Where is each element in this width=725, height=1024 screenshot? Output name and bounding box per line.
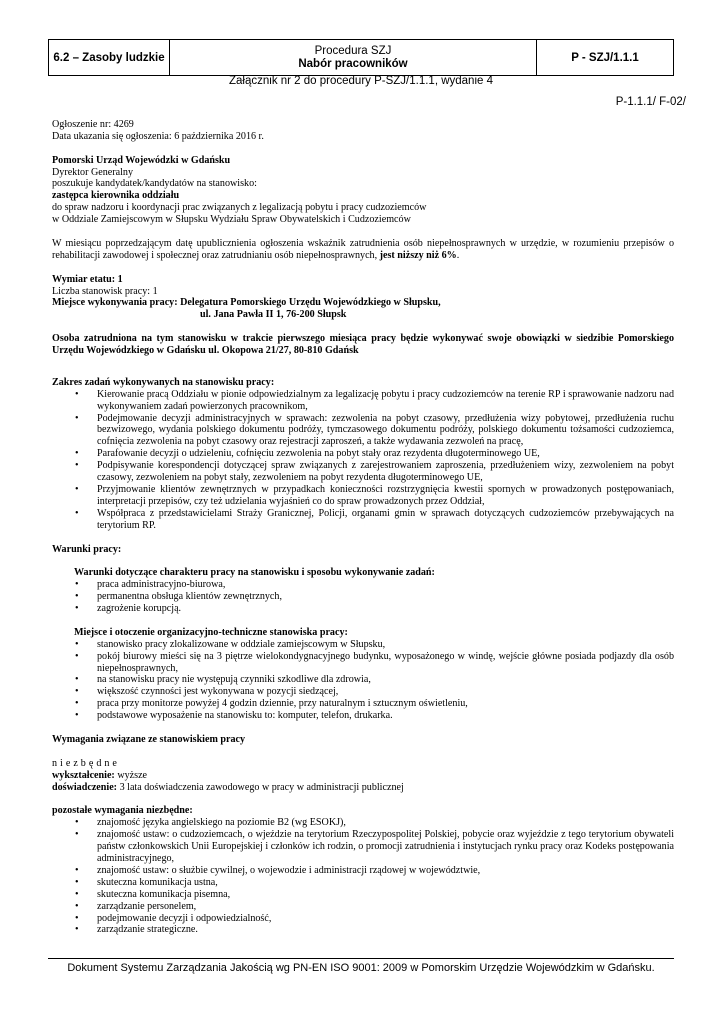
position-desc-1: do spraw nadzoru i koordynacji prac związanych z legalizacją pobytu i pracy cudzoziemców [52, 202, 427, 214]
necessary-label: niezbędne [52, 757, 120, 769]
first-month-note: Osoba zatrudniona na tym stanowisku w trakcie pierwszego miesiąca pracy będzie wykonywać swoje obowiązki w siedzibie Pomorskiego Urzędu Wojewódzkiego w Gdańsku ul. Okopowa 21/27, 80-810 Gdańsk [52, 333, 674, 357]
list-item: • większość czynności jest wykonywana w pozycji siedzącej, [52, 686, 674, 698]
work-nature-heading: Warunki dotyczące charakteru pracy na stanowisku i sposobu wykonywanie zadań: [74, 567, 435, 579]
section-label: 6.2 – Zasoby ludzkie [49, 40, 170, 75]
workplace-line-1: Miejsce wykonywania pracy: Delegatura Pomorskiego Urzędu Wojewódzkiego w Słupsku, [52, 297, 441, 309]
procedure-label: Procedura SZJ [314, 44, 392, 57]
list-item: • zarządzanie personelem, [52, 901, 674, 913]
tasks-heading: Zakres zadań wykonywanych na stanowisku pracy: [52, 376, 275, 388]
education-label: wykształcenie: [52, 769, 115, 781]
announcement-date: Data ukazania się ogłoszenia: 6 października 2016 r. [52, 130, 264, 142]
attachment-label: Załącznik nr 2 do procedury P-SZJ/1.1.1, wydanie 4 [229, 75, 493, 87]
experience-value: 3 lata doświadczenia zawodowego w pracy w administracji publicznej [117, 781, 404, 793]
list-item: • Podpisywanie korespondencji dotyczącej spraw związanych z zarejestrowaniem zaproszenia, przedłużeniem wizy, zezwoleniem na pobyt czasowy, zezwoleniem na pobyt stały, zezwoleniem na pobyt rezydenta długoterminowego UE, [52, 460, 674, 484]
requirements-heading: Wymagania związane ze stanowiskiem pracy [52, 733, 246, 745]
education-value: wyższe [114, 769, 148, 781]
list-item: • praca administracyjno-biurowa, [52, 579, 674, 591]
procedure-code: P - SZJ/1.1.1 [571, 51, 639, 64]
list-item: • permanentna obsługa klientów zewnętrznych, [52, 591, 674, 603]
announcement-number: Ogłoszenie nr: 4269 [52, 118, 134, 130]
list-item: • skuteczna komunikacja ustna, [52, 877, 674, 889]
list-item: • znajomość języka angielskiego na poziomie B2 (wg ESOKJ), [52, 817, 674, 829]
list-item: • zagrożenie korupcją. [52, 603, 674, 615]
employer-director: Dyrektor Generalny [52, 166, 133, 178]
list-item: • na stanowisku pracy nie występują czynniki szkodliwe dla zdrowia, [52, 674, 674, 686]
procedure-title: Nabór pracowników [298, 57, 408, 70]
list-item: • Przyjmowanie klientów zewnętrznych w przypadkach konieczności rozstrzygnięcia kwestii spornych w prowadzonych postępowaniach, interpretacji przepisów, czy też udzielania wyjaśnień co do spraw prowadzonych przez Oddział, [52, 484, 674, 508]
procedure-title-cell [170, 40, 537, 75]
form-number: P-1.1.1/ F-02/ [615, 96, 686, 108]
list-item: • znajomość ustaw: o służbie cywilnej, o wojewodzie i administracji rządowej w województwie, [52, 865, 674, 877]
work-place-list [52, 639, 674, 722]
employer-seeking: poszukuje kandydatek/kandydatów na stanowisko: [52, 178, 257, 190]
list-item: • stanowisko pracy zlokalizowane w oddziale zamiejscowym w Słupsku, [52, 639, 674, 651]
other-requirements-heading: pozostałe wymagania niezbędne: [52, 805, 193, 817]
list-item: • Współpraca z przedstawicielami Straży Granicznej, Policji, organami gmin w sprawach dotyczących cudzoziemców przebywających na terytorium RP. [52, 508, 674, 532]
workplace-line-2: ul. Jana Pawła II 1, 76-200 Słupsk [200, 309, 347, 321]
list-item: • znajomość ustaw: o cudzoziemcach, o wjeździe na terytorium Rzeczypospolitej Polskiej, pobycie oraz wyjeździe z tego terytorium obywateli państw członkowskich Unii Europejskiej i członków ich rodzin, o promocji zatrudnienia i instytucjach rynku pracy oraz Kodeks postępowania administracyjnego, [52, 829, 674, 865]
disability-note-end: . [456, 249, 460, 261]
disability-note-bold: jest niższy niż 6% [379, 249, 457, 261]
list-item: • pokój biurowy mieści się na 3 piętrze wielokondygnacyjnego budynku, wyposażonego w windę, wejście główne posiada podjazdy dla osób niepełnosprawnych, [52, 651, 674, 675]
work-nature-list [52, 579, 674, 615]
list-item: • zarządzanie strategiczne. [52, 924, 674, 936]
list-item: • podejmowanie decyzji i odpowiedzialność, [52, 913, 674, 925]
list-item: • praca przy monitorze powyżej 4 godzin dziennie, przy naturalnym i sztucznym oświetleniu, [52, 698, 674, 710]
document-footer: Dokument Systemu Zarządzania Jakością wg PN-EN ISO 9001: 2009 w Pomorskim Urzędzie Wojewódzkim w Gdańsku. [67, 962, 655, 974]
experience-row [52, 782, 674, 794]
list-item: • podstawowe wyposażenie na stanowisku to: komputer, telefon, drukarka. [52, 710, 674, 722]
disability-note-text: W miesiącu poprzedzającym datę upublicznienia ogłoszenia wskaźnik zatrudnienia osób niepełnosprawnych w urzędzie, w rozumieniu przepisów o rehabilitacji zawodowej i społecznej oraz zatrudnianiu osób niepełnosprawnych, [52, 237, 674, 261]
list-item: • Parafowanie decyzji o udzieleniu, cofnięciu zezwolenia na pobyt stały oraz rezydenta długoterminowego UE, [52, 448, 674, 460]
disability-note [52, 238, 674, 262]
conditions-heading: Warunki pracy: [52, 543, 122, 555]
other-requirements-list [52, 817, 674, 936]
tasks-list [52, 389, 674, 532]
experience-label: doświadczenie: [52, 781, 118, 793]
work-place-heading: Miejsce i otoczenie organizacyjno-techniczne stanowiska pracy: [74, 626, 348, 638]
list-item: • Podejmowanie decyzji administracyjnych w sprawach: zezwolenia na pobyt czasowy, przedłużenia wizy pobytowej, przedłużenia ruchu bezwizowego, wydania polskiego dokumentu podróży, tymczasowego dokumentu podróży, polskiego dokumentu tożsamości cudzoziemca, cofnięcia zezwolenia na pobyt czasowy oraz rejestracji zaproszeń, a także wydawania zezwoleń na pracę, [52, 413, 674, 449]
footer-divider [48, 958, 674, 959]
position-count: Liczba stanowisk pracy: 1 [52, 285, 158, 297]
list-item: • Kierowanie pracą Oddziału w pionie odpowiedzialnym za legalizację pobytu i pracy cudzoziemców na terenie RP i sprawowanie nadzoru nad wykonywaniem zadań powierzonych pracownikom, [52, 389, 674, 413]
employer-name: Pomorski Urząd Wojewódzki w Gdańsku [52, 154, 231, 166]
document-body [52, 107, 674, 936]
position-title: zastępca kierownika oddziału [52, 190, 180, 202]
document-header [48, 39, 674, 76]
fte: Wymiar etatu: 1 [52, 273, 123, 285]
list-item: • skuteczna komunikacja pisemna, [52, 889, 674, 901]
education-row [52, 770, 674, 782]
position-desc-2: w Oddziale Zamiejscowym w Słupsku Wydziału Spraw Obywatelskich i Cudzoziemców [52, 214, 411, 226]
